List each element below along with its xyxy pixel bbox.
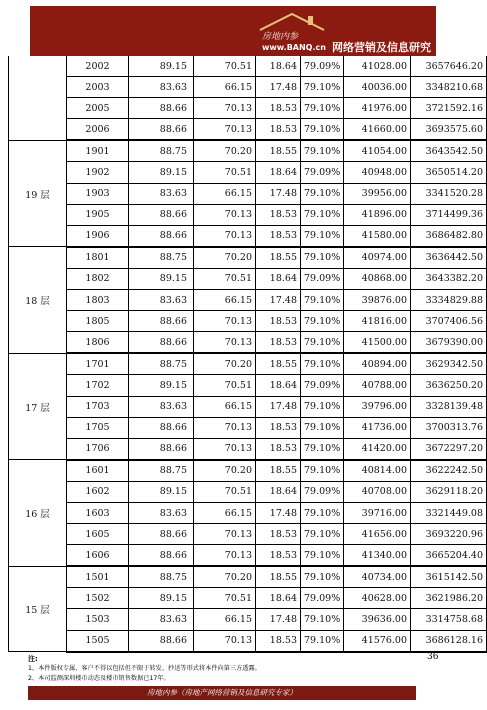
- cell-rate: 79.10%: [301, 502, 344, 523]
- cell-area: 88.66: [129, 524, 194, 545]
- cell-shared: 18.55: [256, 566, 301, 588]
- cell-shared: 17.48: [256, 502, 301, 523]
- cell-total: 3622242.50: [411, 460, 487, 482]
- cell-price: 39636.00: [344, 609, 411, 630]
- cell-area: 88.75: [129, 566, 194, 588]
- floor-label: 18 层: [9, 247, 67, 353]
- floor-label: 15 层: [9, 566, 67, 651]
- table-row: [9, 311, 487, 332]
- cell-unit: 1603: [67, 502, 129, 523]
- cell-area: 89.15: [129, 375, 194, 396]
- cell-rate: 79.10%: [301, 545, 344, 567]
- cell-total: 3686482.80: [411, 225, 487, 247]
- table-row: [9, 609, 487, 630]
- cell-rate: 79.09%: [301, 588, 344, 609]
- cell-total: 3615142.50: [411, 566, 487, 588]
- cell-unit: 1902: [67, 162, 129, 183]
- cell-unit: 1901: [67, 140, 129, 162]
- cell-inner: 70.51: [194, 56, 256, 77]
- cell-price: 41028.00: [344, 56, 411, 77]
- cell-inner: 70.13: [194, 98, 256, 119]
- table-row: [9, 332, 487, 354]
- cell-shared: 18.53: [256, 225, 301, 247]
- cell-price: 41340.00: [344, 545, 411, 567]
- cell-total: 3700313.76: [411, 417, 487, 438]
- cell-rate: 79.10%: [301, 98, 344, 119]
- table-row: [9, 268, 487, 289]
- cell-unit: 2005: [67, 98, 129, 119]
- cell-area: 88.66: [129, 98, 194, 119]
- table-row: [9, 98, 487, 119]
- cell-unit: 2003: [67, 77, 129, 98]
- cell-unit: 1505: [67, 630, 129, 652]
- cell-price: 40894.00: [344, 353, 411, 375]
- cell-total: 3629342.50: [411, 353, 487, 375]
- cell-inner: 70.20: [194, 140, 256, 162]
- cell-unit: 1906: [67, 225, 129, 247]
- cell-unit: 1701: [67, 353, 129, 375]
- cell-inner: 70.13: [194, 119, 256, 141]
- table-row: [9, 290, 487, 311]
- cell-inner: 66.15: [194, 609, 256, 630]
- cell-rate: 79.10%: [301, 119, 344, 141]
- cell-unit: 1503: [67, 609, 129, 630]
- cell-rate: 79.10%: [301, 417, 344, 438]
- cell-total: 3693220.96: [411, 524, 487, 545]
- cell-rate: 79.10%: [301, 204, 344, 225]
- note-line-1: 1、本件版权专属，客户不得以包括但不限于转发、抄送等形式将本件向第三方透露。: [28, 665, 261, 672]
- cell-shared: 18.55: [256, 460, 301, 482]
- table-row: [9, 396, 487, 417]
- cell-inner: 70.20: [194, 247, 256, 269]
- cell-total: 3643382.20: [411, 268, 487, 289]
- cell-inner: 66.15: [194, 183, 256, 204]
- cell-inner: 66.15: [194, 290, 256, 311]
- cell-rate: 79.10%: [301, 353, 344, 375]
- cell-rate: 79.10%: [301, 609, 344, 630]
- cell-total: 3679390.00: [411, 332, 487, 354]
- cell-inner: 70.20: [194, 566, 256, 588]
- cell-area: 83.63: [129, 502, 194, 523]
- cell-unit: 1803: [67, 290, 129, 311]
- cell-inner: 70.20: [194, 460, 256, 482]
- table-row: [9, 438, 487, 460]
- table-row: [9, 204, 487, 225]
- cell-shared: 17.48: [256, 609, 301, 630]
- cell-shared: 18.64: [256, 268, 301, 289]
- cell-rate: 79.10%: [301, 438, 344, 460]
- cell-price: 41736.00: [344, 417, 411, 438]
- cell-unit: 1703: [67, 396, 129, 417]
- cell-rate: 79.10%: [301, 396, 344, 417]
- cell-total: 3348210.68: [411, 77, 487, 98]
- table-row: [9, 417, 487, 438]
- table-row: [9, 460, 487, 482]
- cell-inner: 70.13: [194, 630, 256, 652]
- cell-area: 83.63: [129, 290, 194, 311]
- cell-unit: 1903: [67, 183, 129, 204]
- cell-area: 88.66: [129, 225, 194, 247]
- cell-total: 3621986.20: [411, 588, 487, 609]
- cell-unit: 2002: [67, 56, 129, 77]
- cell-area: 88.75: [129, 247, 194, 269]
- cell-price: 40788.00: [344, 375, 411, 396]
- cell-shared: 18.64: [256, 588, 301, 609]
- cell-rate: 79.10%: [301, 524, 344, 545]
- cell-shared: 18.53: [256, 417, 301, 438]
- cell-price: 40868.00: [344, 268, 411, 289]
- cell-total: 3636250.20: [411, 375, 487, 396]
- cell-rate: 79.10%: [301, 311, 344, 332]
- cell-total: 3714499.36: [411, 204, 487, 225]
- note-line-2: 2、本司监测深圳楼市动态及楼市销售数据已17年。: [28, 675, 170, 682]
- table-row: [9, 502, 487, 523]
- cell-area: 89.15: [129, 588, 194, 609]
- cell-shared: 18.53: [256, 98, 301, 119]
- table-row: [9, 77, 487, 98]
- cell-rate: 79.09%: [301, 268, 344, 289]
- cell-inner: 70.20: [194, 353, 256, 375]
- cell-total: 3721592.16: [411, 98, 487, 119]
- cell-shared: 18.53: [256, 524, 301, 545]
- cell-area: 88.66: [129, 545, 194, 567]
- footer-bar: 房地内参（房地产网络营销及信息研究专家）: [28, 686, 416, 700]
- floor-label: 17 层: [9, 353, 67, 459]
- cell-shared: 18.64: [256, 481, 301, 502]
- cell-price: 41656.00: [344, 524, 411, 545]
- cell-inner: 70.51: [194, 588, 256, 609]
- cell-shared: 18.53: [256, 545, 301, 567]
- cell-inner: 70.51: [194, 268, 256, 289]
- cell-price: 41896.00: [344, 204, 411, 225]
- cell-price: 41576.00: [344, 630, 411, 652]
- cell-area: 88.66: [129, 630, 194, 652]
- cell-rate: 79.10%: [301, 566, 344, 588]
- table-row: [9, 566, 487, 588]
- cell-unit: 1705: [67, 417, 129, 438]
- floor-label: [9, 56, 67, 140]
- cell-unit: 1502: [67, 588, 129, 609]
- cell-rate: 79.09%: [301, 481, 344, 502]
- cell-rate: 79.10%: [301, 630, 344, 652]
- cell-rate: 79.10%: [301, 247, 344, 269]
- cell-shared: 18.55: [256, 353, 301, 375]
- cell-inner: 70.13: [194, 524, 256, 545]
- table-row: [9, 119, 487, 141]
- cell-rate: 79.10%: [301, 290, 344, 311]
- cell-shared: 17.48: [256, 77, 301, 98]
- cell-price: 41580.00: [344, 225, 411, 247]
- table-row: [9, 56, 487, 77]
- cell-shared: 18.55: [256, 247, 301, 269]
- cell-area: 88.75: [129, 460, 194, 482]
- floor-label: 19 层: [9, 140, 67, 246]
- note-label: 注:: [28, 655, 38, 663]
- cell-rate: 79.10%: [301, 332, 344, 354]
- cell-shared: 18.64: [256, 56, 301, 77]
- brand-url: www.BANQ.cn: [262, 43, 326, 52]
- cell-inner: 70.13: [194, 545, 256, 567]
- cell-area: 83.63: [129, 183, 194, 204]
- price-table-container: [8, 56, 483, 653]
- cell-total: 3707406.56: [411, 311, 487, 332]
- cell-total: 3643542.50: [411, 140, 487, 162]
- cell-price: 40628.00: [344, 588, 411, 609]
- cell-inner: 70.51: [194, 162, 256, 183]
- cell-area: 88.66: [129, 417, 194, 438]
- cell-area: 83.63: [129, 396, 194, 417]
- cell-area: 89.15: [129, 56, 194, 77]
- cell-unit: 1605: [67, 524, 129, 545]
- cell-price: 40948.00: [344, 162, 411, 183]
- cell-rate: 79.10%: [301, 183, 344, 204]
- cell-rate: 79.10%: [301, 460, 344, 482]
- cell-rate: 79.09%: [301, 162, 344, 183]
- cell-total: 3314758.68: [411, 609, 487, 630]
- table-row: [9, 588, 487, 609]
- cell-shared: 17.48: [256, 183, 301, 204]
- cell-price: 39796.00: [344, 396, 411, 417]
- table-row: [9, 545, 487, 567]
- cell-rate: 79.09%: [301, 375, 344, 396]
- cell-price: 41500.00: [344, 332, 411, 354]
- cell-price: 39876.00: [344, 290, 411, 311]
- cell-total: 3328139.48: [411, 396, 487, 417]
- cell-price: 39956.00: [344, 183, 411, 204]
- cell-shared: 18.53: [256, 119, 301, 141]
- table-row: [9, 353, 487, 375]
- cell-total: 3334829.88: [411, 290, 487, 311]
- cell-area: 88.66: [129, 311, 194, 332]
- table-row: [9, 375, 487, 396]
- table-row: [9, 524, 487, 545]
- cell-unit: 1806: [67, 332, 129, 354]
- price-table-body: [9, 56, 487, 652]
- cell-area: 88.66: [129, 119, 194, 141]
- cell-area: 83.63: [129, 609, 194, 630]
- cell-unit: 1905: [67, 204, 129, 225]
- cell-total: 3321449.08: [411, 502, 487, 523]
- cell-area: 88.75: [129, 140, 194, 162]
- floor-label: 16 层: [9, 460, 67, 566]
- price-table: [8, 56, 487, 653]
- cell-inner: 70.13: [194, 204, 256, 225]
- cell-total: 3693575.60: [411, 119, 487, 141]
- banner-title: 网络营销及信息研究专家: [332, 41, 431, 70]
- cell-shared: 18.64: [256, 162, 301, 183]
- cell-inner: 70.13: [194, 225, 256, 247]
- cell-total: 3629118.20: [411, 481, 487, 502]
- cell-inner: 70.13: [194, 332, 256, 354]
- cell-area: 88.75: [129, 353, 194, 375]
- cell-price: 41816.00: [344, 311, 411, 332]
- cell-unit: 1706: [67, 438, 129, 460]
- cell-area: 89.15: [129, 162, 194, 183]
- cell-unit: 1602: [67, 481, 129, 502]
- cell-shared: 18.53: [256, 630, 301, 652]
- cell-price: 40036.00: [344, 77, 411, 98]
- cell-shared: 18.53: [256, 332, 301, 354]
- cell-rate: 79.10%: [301, 140, 344, 162]
- cell-unit: 1606: [67, 545, 129, 567]
- cell-price: 40734.00: [344, 566, 411, 588]
- cell-rate: 79.10%: [301, 225, 344, 247]
- cell-shared: 18.53: [256, 311, 301, 332]
- cell-shared: 18.53: [256, 438, 301, 460]
- cell-inner: 70.13: [194, 417, 256, 438]
- cell-area: 88.66: [129, 332, 194, 354]
- cell-price: 41054.00: [344, 140, 411, 162]
- cell-unit: 1601: [67, 460, 129, 482]
- cell-inner: 66.15: [194, 77, 256, 98]
- cell-rate: 79.09%: [301, 56, 344, 77]
- cell-total: 3341520.28: [411, 183, 487, 204]
- cell-area: 89.15: [129, 481, 194, 502]
- cell-unit: 1501: [67, 566, 129, 588]
- table-row: [9, 140, 487, 162]
- cell-shared: 18.55: [256, 140, 301, 162]
- cell-total: 3672297.20: [411, 438, 487, 460]
- cell-price: 41976.00: [344, 98, 411, 119]
- page-number: 36: [427, 652, 439, 662]
- cell-total: 3686128.16: [411, 630, 487, 652]
- cell-price: 40708.00: [344, 481, 411, 502]
- cell-inner: 66.15: [194, 396, 256, 417]
- cell-price: 40974.00: [344, 247, 411, 269]
- cell-price: 39716.00: [344, 502, 411, 523]
- cell-unit: 1802: [67, 268, 129, 289]
- cell-unit: 1805: [67, 311, 129, 332]
- cell-rate: 79.10%: [301, 77, 344, 98]
- cell-shared: 17.48: [256, 290, 301, 311]
- cell-unit: 2006: [67, 119, 129, 141]
- table-row: [9, 481, 487, 502]
- cell-shared: 18.53: [256, 204, 301, 225]
- cell-area: 88.66: [129, 438, 194, 460]
- table-row: [9, 630, 487, 652]
- brand-name: 房地内参: [262, 32, 299, 42]
- cell-total: 3636442.50: [411, 247, 487, 269]
- table-row: [9, 225, 487, 247]
- cell-price: 40814.00: [344, 460, 411, 482]
- cell-shared: 17.48: [256, 396, 301, 417]
- cell-inner: 70.51: [194, 375, 256, 396]
- table-row: [9, 162, 487, 183]
- cell-total: 3665204.40: [411, 545, 487, 567]
- table-row: [9, 183, 487, 204]
- cell-inner: 70.13: [194, 438, 256, 460]
- cell-unit: 1702: [67, 375, 129, 396]
- cell-inner: 70.13: [194, 311, 256, 332]
- cell-price: 41660.00: [344, 119, 411, 141]
- cell-area: 83.63: [129, 77, 194, 98]
- cell-inner: 70.51: [194, 481, 256, 502]
- cell-price: 41420.00: [344, 438, 411, 460]
- cell-area: 89.15: [129, 268, 194, 289]
- table-row: [9, 247, 487, 269]
- cell-total: 3650514.20: [411, 162, 487, 183]
- cell-inner: 66.15: [194, 502, 256, 523]
- cell-area: 88.66: [129, 204, 194, 225]
- cell-shared: 18.64: [256, 375, 301, 396]
- cell-total: 3657646.20: [411, 56, 487, 77]
- cell-unit: 1801: [67, 247, 129, 269]
